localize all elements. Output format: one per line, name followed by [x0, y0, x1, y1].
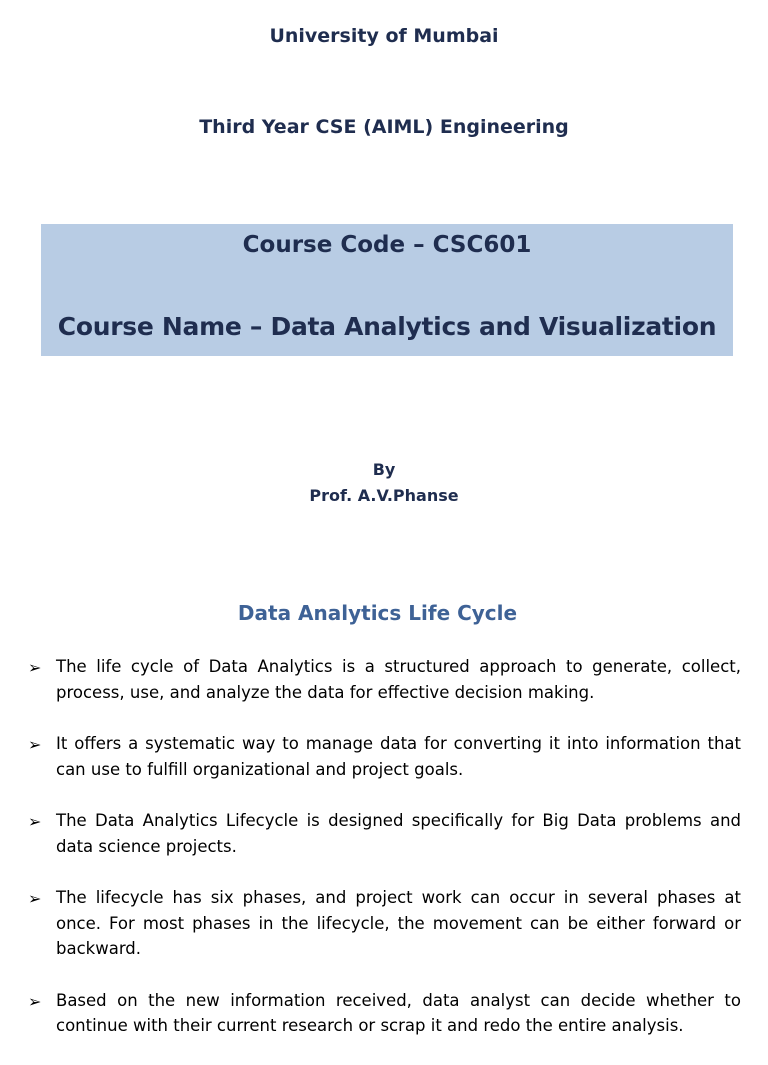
year-title: Third Year CSE (AIML) Engineering — [199, 116, 569, 138]
arrowhead-bullet-icon: ➢ — [28, 889, 42, 908]
course-box — [41, 224, 733, 356]
bullet-text: The Data Analytics Lifecycle is designed specifically for Big Data problems and data science projects. — [56, 811, 741, 856]
author-name: Prof. A.V.Phanse — [309, 486, 459, 505]
bullet-text: Based on the new information received, data analyst can decide whether to continue with their current research or scrap it and redo the entire analysis. — [56, 990, 741, 1035]
section-heading: Data Analytics Life Cycle — [237, 601, 518, 625]
list-item — [0, 885, 768, 962]
course-name: Course Name – Data Analytics and Visualization — [57, 312, 717, 341]
bullet-text: The life cycle of Data Analytics is a structured approach to generate, collect, process, use, and analyze the data for effective decision making. — [56, 657, 741, 702]
arrowhead-bullet-icon: ➢ — [28, 812, 42, 831]
list-item — [0, 731, 768, 782]
list-item — [0, 654, 768, 705]
university-title: University of Mumbai — [269, 25, 499, 47]
arrowhead-bullet-icon: ➢ — [28, 991, 42, 1011]
course-code: Course Code – CSC601 — [242, 232, 532, 258]
bullet-text: It offers a systematic way to manage data for converting it into information that can use to fulfill organizational and project goals. — [56, 734, 741, 779]
arrowhead-bullet-icon: ➢ — [28, 735, 42, 754]
arrowhead-bullet-icon: ➢ — [28, 658, 42, 677]
by-label: By — [372, 460, 396, 479]
list-item — [0, 988, 768, 1039]
list-item — [0, 808, 768, 859]
bullet-list — [0, 654, 768, 1065]
bullet-text: The lifecycle has six phases, and project work can occur in several phases at once. For most phases in the lifecycle, the movement can be either forward or backward. — [56, 888, 741, 958]
